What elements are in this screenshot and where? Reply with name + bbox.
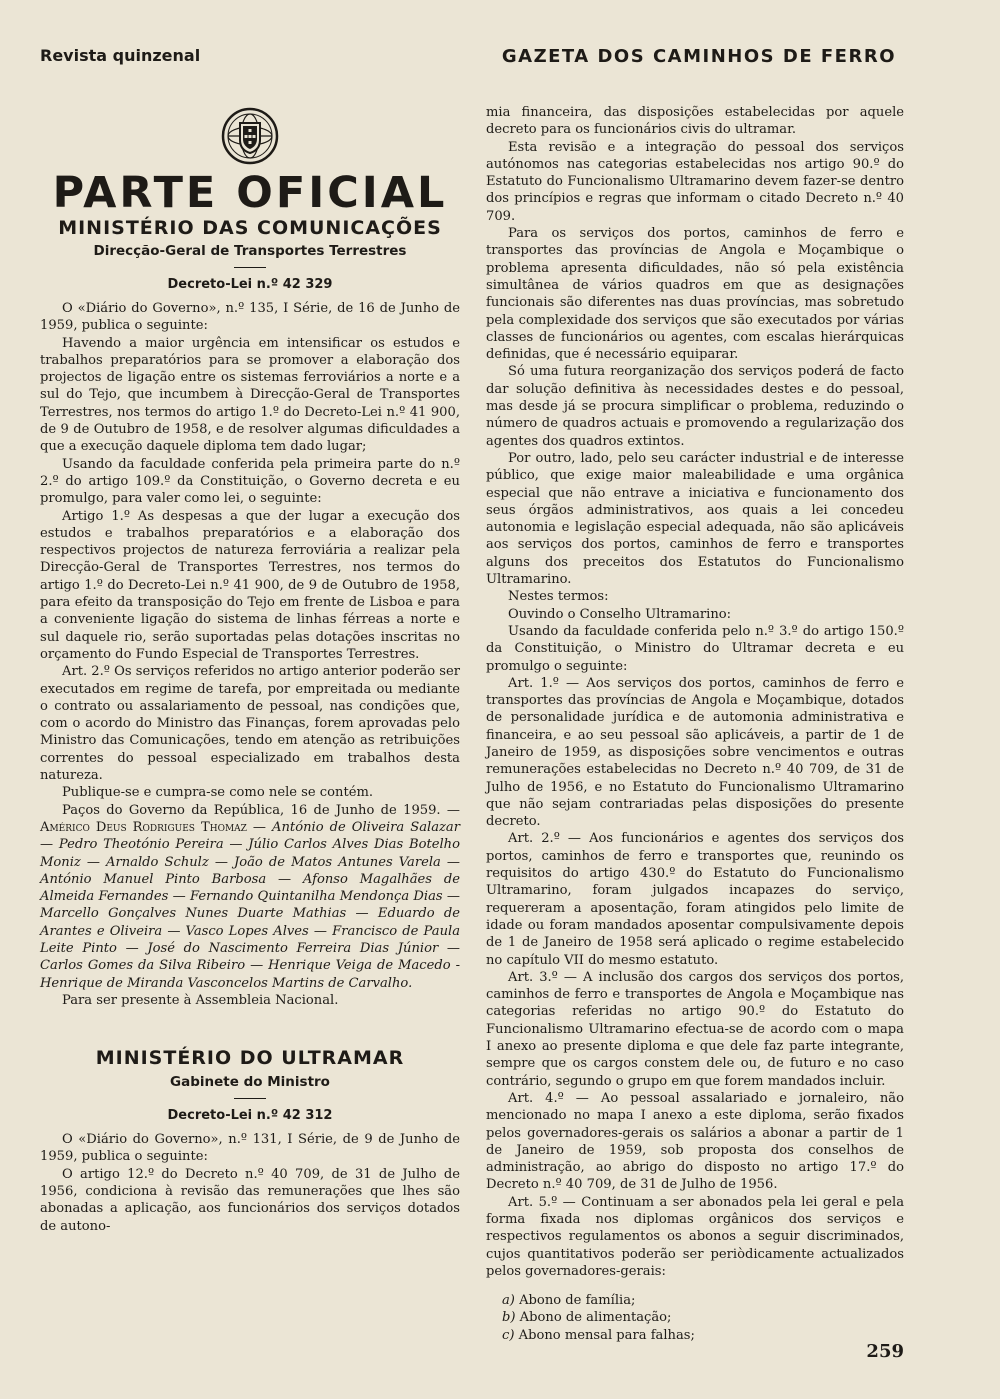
signers-list: — António de Oliveira Salazar — Pedro Theotónio Pereira — Júlio Carlos Alves Dias Botelho Moniz — Arnaldo Schulz — João de Matos Antunes Varela — António Manuel Pinto Barbosa — Afonso Magalhães de Almeida Fernandes — Fernando Quintanilha Mendonça Dias — Marcello Gonçalves Nunes Duarte Mathias — Eduardo de Arantes e Oliveira — Vasco Lopes Alves — Francisco de Paula Leite Pinto — José do Nascimento Ferreira Dias Júnior — Carlos Gomes da Silva Ribeiro — Henrique Veiga de Macedo - Henrique de Miranda Vasconcelos Martins de Carvalho. <box>40 819 460 991</box>
list-marker: b) <box>502 1310 516 1326</box>
divider <box>234 267 266 268</box>
paragraph: Só uma futura reorganização dos serviços poderá de facto dar solução definitiva às necessidades destes e do pessoal, mas desde já se procura simplificar o problema, reduzindo o número de quadros actuais e promovendo a regularização dos agentes dos quadros extintos. <box>486 364 904 449</box>
paragraph: Para os serviços dos portos, caminhos de ferro e transportes das províncias de Angola e Moçambique o problema apresenta dificuldades, não só pela existência simultânea de vários quadros em que as designações funcionais são diferentes nas duas províncias, mas sobretudo pela complexidade dos serviços que são executados por várias classes de funcionários ou agentes, com escalas hierárquicas definidas, que é necessário equiparar. <box>486 226 904 363</box>
paragraph: Nestes termos: <box>508 589 609 605</box>
spacer <box>486 1280 904 1292</box>
list-marker: a) <box>502 1293 515 1309</box>
page-number: 259 <box>866 1341 904 1362</box>
paragraph: Havendo a maior urgência em intensificar os estudos e trabalhos preparatórios para se promover a elaboração dos projectos de ligação entre os sistemas ferroviários a norte e a sul do Tejo, que incumbem à Direcção-Geral de Transportes Terrestres, nos termos do artigo 1.º do Decreto-Lei n.º 41 900, de 9 de Outubro de 1958, e de resolver algumas dificuldades a que a execução daquele diploma tem dado lugar; <box>40 335 460 455</box>
paragraph: O «Diário do Governo», n.º 135, I Série, de 16 de Junho de 1959, publica o seguinte: <box>40 301 460 334</box>
directorate-heading: Direcção-Geral de Transportes Terrestres <box>93 243 407 259</box>
list-text: Abono de família; <box>519 1293 636 1309</box>
running-header-right: GAZETA DOS CAMINHOS DE FERRO <box>501 46 896 67</box>
paragraph: O «Diário do Governo», n.º 131, I Série, de 9 de Junho de 1959, publica o seguinte: <box>40 1132 460 1165</box>
decree-heading-2: Decreto-Lei n.º 42 312 <box>167 1108 333 1124</box>
cabinet-heading: Gabinete do Ministro <box>170 1074 330 1091</box>
paragraph: Ouvindo o Conselho Ultramarino: <box>508 606 732 622</box>
list-marker: c) <box>502 1327 515 1343</box>
paragraph: Artigo 1.º As despesas a que der lugar a execução dos estudos e trabalhos preparatórios e a elaboração dos respectivos projectos de natureza ferroviária a realizar pela Direcção-Geral de Transportes Terrestres, nos termos do artigo 1.º do Decreto-Lei n.º 41 900, de 9 de Outubro de 1958, para efeito da transposição do Tejo em frente de Lisboa e para a conveniente ligação do sistema de linhas férreas a norte e sul daquele rio, serão suportadas pelas dotações inscritas no orçamento do Fundo Especial de Transportes Terrestres. <box>40 508 460 662</box>
signature-lead: Paços do Governo da República, 16 de Junho de 1959. — <box>62 802 460 818</box>
paragraph: Por outro, lado, pelo seu carácter industrial e de interesse público, que exige maior maleabilidade e uma orgânica especial que não entrave a iniciativa e funcionamento dos seus órgãos administrativos, aos quais a lei concedeu autonomia e legislação especial adequada, não são aplicáveis aos serviços dos portos, caminhos de ferro e transportes alguns dos preceitos dos Estatutos do Funcionalismo Ultramarino. <box>486 450 904 588</box>
ministry-heading-2: MINISTÉRIO DO ULTRAMAR <box>95 1047 405 1070</box>
left-column <box>40 104 460 1235</box>
paragraph: Publique-se e cumpra-se como nele se contém. <box>62 785 374 801</box>
coat-of-arms-icon <box>218 104 282 168</box>
running-header-left: Revista quinzenal <box>40 46 201 65</box>
signature-paragraph <box>40 802 460 992</box>
list-item <box>486 1292 904 1309</box>
list-item <box>486 1309 904 1326</box>
paragraph: Esta revisão e a integração do pessoal dos serviços autónomos nas categorias estabelecidas nos artigo 90.º do Estatuto do Funcionalismo Ultramarino devem fazer-se dentro dos princípios e regras que informam o citado Decreto n.º 40 709. <box>486 139 904 224</box>
right-column <box>486 104 904 1344</box>
paragraph: Usando da faculdade conferida pela primeira parte do n.º 2.º do artigo 109.º da Constituição, o Governo decreta e eu promulgo, para valer como lei, o seguinte: <box>40 456 460 507</box>
paragraph: Usando da faculdade conferida pelo n.º 3.º do artigo 150.º da Constituição, o Ministro do Ultramar decreta e eu promulgo o seguinte: <box>486 623 904 674</box>
decree-heading: Decreto-Lei n.º 42 329 <box>167 277 333 292</box>
ministry-heading: MINISTÉRIO DAS COMUNICAÇÕES <box>58 217 442 239</box>
paragraph: Art. 3.º — A inclusão dos cargos dos serviços dos portos, caminhos de ferro e transportes de Angola e Moçambique nas categorias referidas no artigo 90.º do Estatuto do Funcionalismo Ultramarino efectua-se de acordo com o mapa I anexo ao presente diploma e que dele faz parte integrante, sempre que os cargos constem dele ou, de futuro e no caso contrário, segundo o grupo em que forem mandados incluir. <box>486 969 904 1089</box>
paragraph: Art. 2.º — Aos funcionários e agentes dos serviços dos portos, caminhos de ferro e transportes que, reunindo os requisitos do artigo 430.º do Estatuto do Funcionalismo Ultramarino, foram julgados incapazes do serviço, requereram a aposentação, foram atingidos pelo limite de idade ou foram mandados aposentar compulsivamente depois de 1 de Janeiro de 1958 será aplicado o regime estabelecido no capítulo VII do mesmo estatuto. <box>486 831 904 968</box>
divider <box>234 1098 266 1099</box>
paragraph: mia financeira, das disposições estabelecidas por aquele decreto para os funcionários civis do ultramar. <box>486 105 904 138</box>
paragraph: Art. 1.º — Aos serviços dos portos, caminhos de ferro e transportes das províncias de Angola e Moçambique, dotados de personalidade jurídica e de automonia administrativa e financeira, e ao seu pessoal são aplicáveis, a partir de 1 de Janeiro de 1959, as disposições sobre vencimentos e outras remunerações estabelecidas no Decreto n.º 40 709, de 31 de Julho de 1956, e no Estatuto do Funcionalismo Ultramarino que não sejam contrariadas pelas disposições do presente decreto. <box>486 675 904 830</box>
list-text: Abono de alimentação; <box>519 1310 672 1326</box>
list-item <box>486 1327 904 1344</box>
list-text: Abono mensal para falhas; <box>518 1327 695 1343</box>
section-title: PARTE OFICIAL <box>52 168 448 218</box>
paragraph: Art. 4.º — Ao pessoal assalariado e jornaleiro, não mencionado no mapa I anexo a este diploma, serão fixados pelos governadores-gerais os salários a abonar a partir de 1 de Janeiro de 1959, sob proposta dos conselhos de administração, ao abrigo do disposto no artigo 17.º do Decreto n.º 40 709, de 31 de Julho de 1956. <box>486 1090 904 1193</box>
paragraph: Para ser presente à Assembleia Nacional. <box>62 992 339 1008</box>
paragraph: Art. 5.º — Continuam a ser abonados pela lei geral e pela forma fixada nos diplomas orgânicos dos serviços e respectivos regulamentos os abonos a seguir discriminados, cujos quantitativos poderão ser periòdicamente actualizados pelos governadores-gerais: <box>486 1194 904 1279</box>
paragraph: O artigo 12.º do Decreto n.º 40 709, de 31 de Julho de 1956, condiciona à revisão das remunerações que lhes são abonadas a aplicação, aos funcionários dos serviços dotados de autono- <box>40 1166 460 1234</box>
president-name: Américo Deus Rodrigues Thomaz <box>40 819 247 835</box>
paragraph: Art. 2.º Os serviços referidos no artigo anterior poderão ser executados em regime de tarefa, por empreitada ou mediante o contrato ou assalariamento de pessoal, nas condições que, com o acordo do Ministro das Finanças, forem aprovadas pelo Ministro das Comunicações, tendo em atenção as retribuições correntes do pessoal especializado em trabalhos desta natureza. <box>40 664 460 784</box>
